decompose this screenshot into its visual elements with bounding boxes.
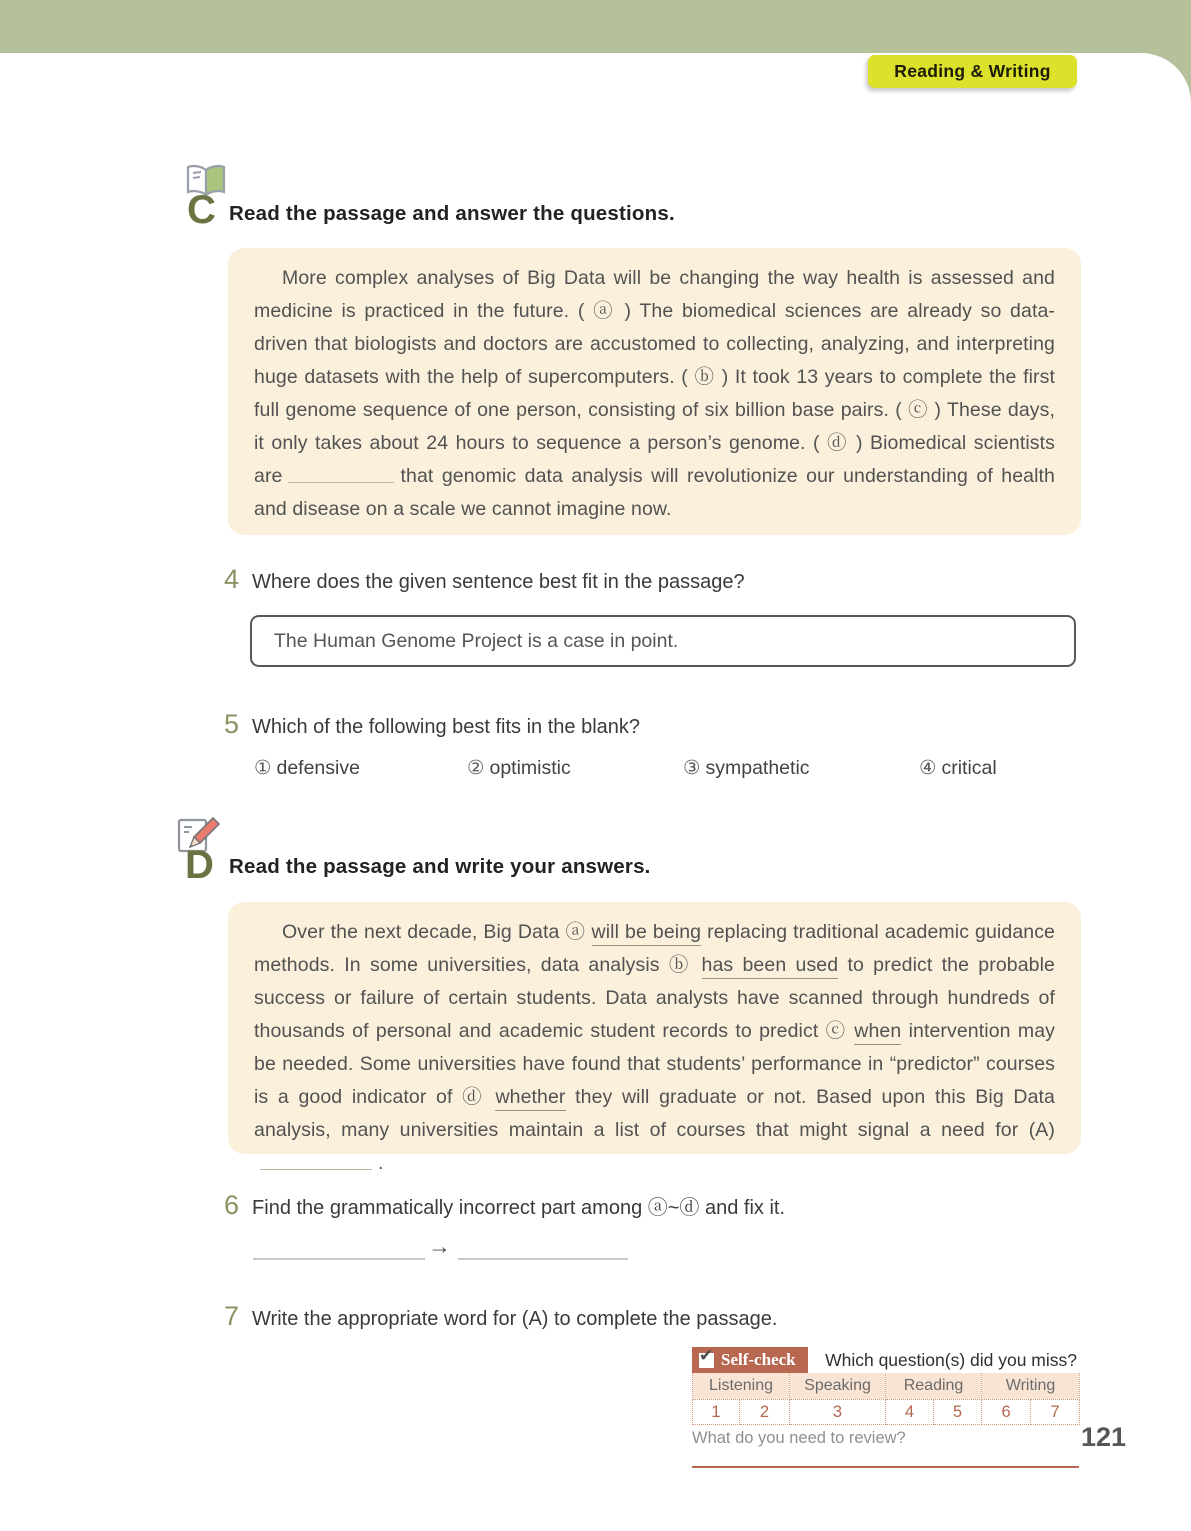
question-5-number: 5 bbox=[224, 709, 240, 739]
question-cell-2: 2 bbox=[740, 1400, 790, 1425]
self-check-badge bbox=[692, 1347, 808, 1373]
fill-in-blank bbox=[288, 479, 394, 483]
option-4 bbox=[919, 756, 997, 780]
question-7-number: 7 bbox=[224, 1301, 240, 1331]
section-c-letter: C bbox=[187, 188, 216, 232]
question-cell-4: 4 bbox=[886, 1400, 934, 1425]
question-cell-5: 5 bbox=[934, 1400, 982, 1425]
passage-d-t2: replacing traditional academic guidance methods. In some universities, data analysis ⓑ bbox=[254, 921, 1055, 976]
question-5-text: Which of the following best fits in the blank? bbox=[252, 716, 641, 738]
skill-speaking: Speaking bbox=[790, 1373, 886, 1400]
option-2-label: optimistic bbox=[489, 757, 571, 779]
question-4 bbox=[224, 566, 745, 594]
option-3-marker: ③ bbox=[683, 757, 701, 779]
passage-c-part2: that genomic data analysis will revolutionize our understanding of health and disease on a scale we cannot imagine now. bbox=[254, 465, 1055, 520]
fill-in-blank-A bbox=[260, 1166, 372, 1170]
question-cell-7: 7 bbox=[1031, 1400, 1080, 1425]
passage-d-t5: they will graduate or not. Based upon this Big Data analysis, many universities maintain a list of courses that might signal a need for (A) bbox=[254, 1086, 1055, 1141]
question-4-number: 4 bbox=[224, 564, 240, 594]
question-cell-1: 1 bbox=[693, 1400, 740, 1425]
footer-rule bbox=[692, 1466, 1079, 1468]
question-6-number: 6 bbox=[224, 1190, 240, 1220]
option-4-label: critical bbox=[941, 757, 997, 779]
self-check-header bbox=[692, 1347, 1079, 1373]
question-4-text: Where does the given sentence best fit in the passage? bbox=[252, 571, 745, 593]
option-2 bbox=[467, 756, 571, 780]
passage-d-t3: to predict the probable success or failure of certain students. Data analysts have scanned through hundreds of thousands of personal and academic student records to predict ⓒ bbox=[254, 954, 1055, 1042]
option-1 bbox=[254, 756, 360, 780]
option-4-marker: ④ bbox=[919, 757, 937, 779]
skill-reading: Reading bbox=[886, 1373, 982, 1400]
passage-d-text bbox=[254, 916, 1055, 1180]
section-d-title: Read the passage and write your answers. bbox=[229, 855, 651, 878]
self-check-question: Which question(s) did you miss? bbox=[825, 1349, 1077, 1370]
option-2-marker: ② bbox=[467, 757, 485, 779]
underlined-b: has been used bbox=[702, 954, 839, 979]
underlined-d: whether bbox=[495, 1086, 565, 1111]
skill-writing: Writing bbox=[982, 1373, 1080, 1400]
review-prompt: What do you need to review? bbox=[692, 1429, 906, 1447]
skill-listening: Listening bbox=[693, 1373, 790, 1400]
self-check-panel bbox=[692, 1347, 1079, 1448]
question-5 bbox=[224, 711, 640, 739]
question-7 bbox=[224, 1303, 777, 1331]
passage-d-t4: intervention may be needed. Some universities have found that students’ performance in “predictor” courses is a good indicator of ⓓ bbox=[254, 1020, 1056, 1108]
answer-line-right bbox=[458, 1258, 628, 1260]
passage-d-t6: . bbox=[378, 1152, 384, 1174]
given-sentence: The Human Genome Project is a case in point. bbox=[274, 629, 679, 652]
passage-c-text bbox=[254, 262, 1055, 526]
question-cell-6: 6 bbox=[982, 1400, 1031, 1425]
option-1-label: defensive bbox=[276, 757, 360, 779]
section-c-title: Read the passage and answer the questions. bbox=[229, 202, 675, 225]
option-3 bbox=[683, 756, 810, 780]
page-top-band bbox=[0, 0, 1191, 53]
checkmark-icon: ✔ bbox=[699, 1353, 714, 1368]
passage-d-box bbox=[228, 902, 1081, 1174]
answer-line-left bbox=[253, 1258, 425, 1260]
passage-c-box bbox=[228, 248, 1081, 535]
question-cell-3: 3 bbox=[790, 1400, 886, 1425]
option-3-label: sympathetic bbox=[705, 757, 810, 779]
self-check-label: Self-check bbox=[721, 1350, 796, 1369]
passage-c-part1: More complex analyses of Big Data will be changing the way health is assessed and medicine is practiced in the future. ( ⓐ ) The biomedical sciences are already so data-driven that biologists and doctors are accustomed to collecting, analyzing, and interpreting huge datasets with the help of supercomputers. ( ⓑ ) It took 13 years to complete the first full genome sequence of one person, consisting of six billion base pairs. ( ⓒ ) These days, it only takes about 24 hours to sequence a person’s genome. ( ⓓ ) Biomedical scientists are bbox=[254, 267, 1055, 487]
underlined-a: will be being bbox=[592, 921, 702, 946]
question-6 bbox=[224, 1191, 785, 1220]
question-6-text: Find the grammatically incorrect part among ⓐ~ⓓ and fix it. bbox=[252, 1197, 786, 1219]
self-check-table bbox=[692, 1373, 1080, 1425]
arrow-right-icon: → bbox=[428, 1233, 451, 1259]
option-1-marker: ① bbox=[254, 757, 272, 779]
page-number: 121 bbox=[1081, 1422, 1127, 1452]
underlined-c: when bbox=[854, 1020, 901, 1045]
given-sentence-box bbox=[250, 615, 1076, 667]
reading-writing-tab: Reading & Writing bbox=[868, 55, 1077, 88]
passage-d-t1: Over the next decade, Big Data ⓐ bbox=[282, 921, 592, 943]
section-d-letter: D bbox=[185, 843, 214, 887]
question-7-text: Write the appropriate word for (A) to complete the passage. bbox=[252, 1308, 778, 1330]
